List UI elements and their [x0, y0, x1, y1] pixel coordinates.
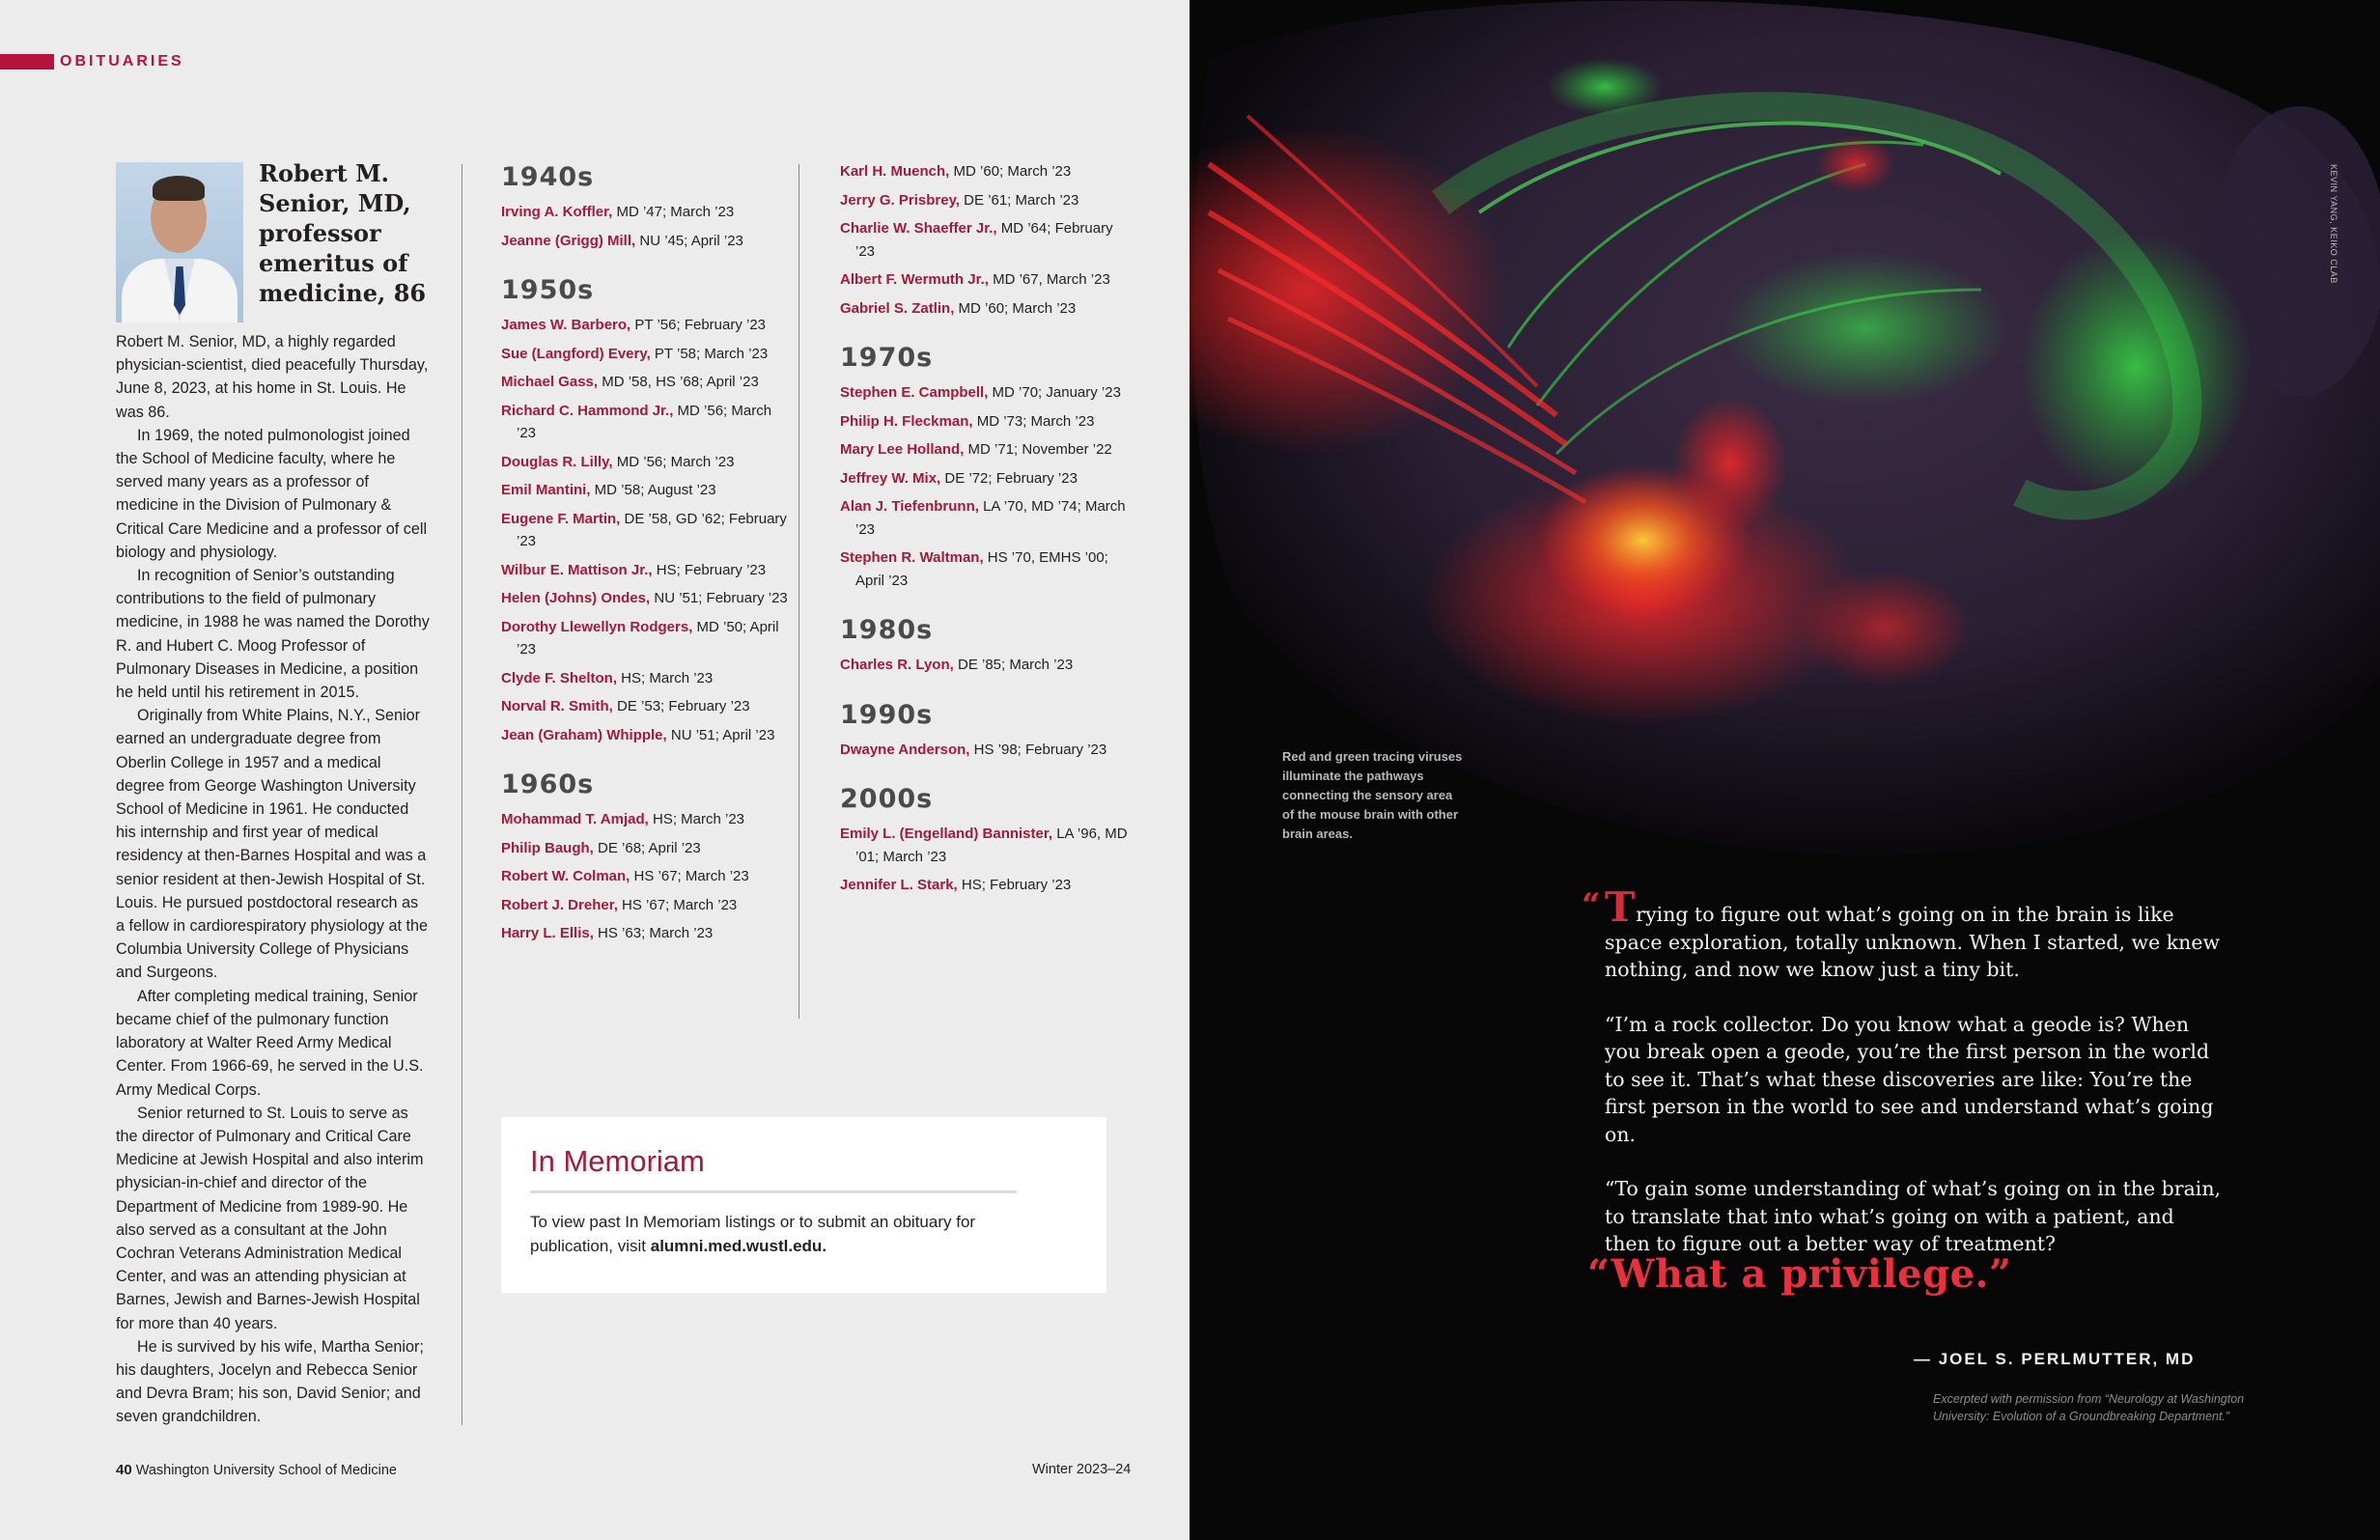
- death-notice-entry: [840, 495, 1130, 541]
- deceased-name: Sue (Langford) Every,: [501, 345, 651, 362]
- deceased-name: Karl H. Muench,: [840, 163, 950, 180]
- deceased-name: Jeffrey W. Mix,: [840, 469, 941, 487]
- death-notice-entry: [501, 230, 791, 253]
- deceased-detail: MD ’56; March ’23: [612, 453, 735, 470]
- deceased-detail: DE ’68; April ’23: [593, 839, 701, 856]
- in-memoriam-body: To view past In Memoriam listings or to submit an obituary for publication, visit: [530, 1213, 976, 1255]
- deceased-detail: DE ’85; March ’23: [953, 657, 1074, 673]
- deceased-name: Clyde F. Shelton,: [501, 669, 618, 686]
- deceased-name: Philip Baugh,: [501, 839, 594, 856]
- deceased-detail: DE ’61; March ’23: [959, 191, 1079, 209]
- obituary-paragraph: Senior returned to St. Louis to serve as the director of Pulmonary and Critical Care Medicine at Jewish Hospital and also interim physician-in-chief and director of the Department of Medicine from 1989-90. He also served as a consultant at the John Cochran Veterans Administration Medical Center, and was an attending physician at Barnes, Jewish and Barnes-Jewish Hospital for more than 40 years.: [116, 1104, 424, 1332]
- decade-heading: 1980s: [840, 615, 934, 645]
- deceased-name: Eugene F. Martin,: [501, 510, 621, 527]
- death-notice-entry: [840, 297, 1130, 321]
- decade-block: [840, 160, 1130, 320]
- deceased-detail: MD ’60; March ’23: [949, 163, 1072, 180]
- death-notice-entry: [501, 808, 791, 831]
- death-notice-entry: [501, 559, 791, 582]
- death-notice-entry: [840, 467, 1130, 490]
- death-notice-entry: [840, 654, 1130, 677]
- decade-block: [840, 341, 1130, 592]
- deceased-name: Douglas R. Lilly,: [501, 453, 613, 470]
- deceased-detail: HS ’70, EMHS ’00; April ’23: [855, 549, 1108, 589]
- decade-heading: 1940s: [501, 162, 595, 192]
- death-notice-entry: [840, 823, 1130, 868]
- quote-paragraph-1: [1605, 883, 2223, 984]
- deceased-name: Gabriel S. Zatlin,: [840, 299, 955, 317]
- in-memoriam-box: [501, 1117, 1106, 1293]
- obituary-paragraph: After completing medical training, Senior became chief of the pulmonary function laboratory at Walter Reed Army Medical Center. From 1966-69, he served in the U.S. Army Medical Corps.: [116, 987, 424, 1099]
- deceased-name: Norval R. Smith,: [501, 698, 613, 714]
- photo-credit: KEVIN YANG, KEIKO CLAB: [2329, 164, 2338, 284]
- deceased-name: Mohammad T. Amjad,: [501, 811, 649, 827]
- deceased-detail: MD ’58; August ’23: [590, 482, 716, 498]
- death-notice-entry: [501, 314, 791, 337]
- decade-heading: 1950s: [501, 275, 595, 305]
- deceased-name: Robert W. Colman,: [501, 868, 630, 884]
- death-notice-entry: [501, 479, 791, 502]
- deceased-name: Emil Mantini,: [501, 482, 591, 498]
- death-notice-entry: [840, 268, 1130, 292]
- quote-paragraph-2: “I’m a rock collector. Do you know what a geode is? When you break open a geode, you’re the first person in the world to see it. That’s what these discoveries are like: You’re the first person in the world to see and understand what’s going on.: [1605, 1012, 2214, 1146]
- right-page: [1190, 0, 2380, 1540]
- deceased-name: Charles R. Lyon,: [840, 657, 954, 673]
- deceased-detail: DE ’58, GD ’62; February ’23: [517, 510, 787, 549]
- death-notices-column-2: [840, 160, 1130, 903]
- deceased-detail: LA ’70, MD ’74; March ’23: [855, 498, 1126, 538]
- image-caption: Red and green tracing viruses illuminate the pathways connecting the sensory area of the mouse brain with other brain areas.: [1282, 749, 1463, 841]
- deceased-name: Mary Lee Holland,: [840, 441, 965, 458]
- deceased-name: Stephen E. Campbell,: [840, 384, 989, 401]
- obituary-paragraph: In recognition of Senior’s outstanding contributions to the field of pulmonary medicine, in 1988 he was named the Dorothy R. and Hubert C. Moog Professor of Pulmonary Diseases in Medicine, a position he held until his retirement in 2015.: [116, 567, 430, 702]
- obituary-paragraph: Originally from White Plains, N.Y., Senior earned an undergraduate degree from Oberlin College in 1957 and a medical degree from George Washington University School of Medicine in 1961. He conducted his internship and first year of medical residency at then-Barnes Hospital and was a senior resident at then-Jewish Hospital of St. Louis. He pursued postdoctoral research as a fellow in cardiorespiratory physiology at the Columbia University College of Physicians and Surgeons.: [116, 707, 429, 982]
- death-notice-entry: [501, 508, 791, 553]
- deceased-detail: HS ’98; February ’23: [969, 741, 1107, 758]
- deceased-detail: DE ’72; February ’23: [940, 469, 1078, 487]
- quote-highlight: “What a privilege.”: [1587, 1251, 2012, 1297]
- pull-quote: [1582, 883, 2223, 1285]
- excerpt-note: Excerpted with permission from “Neurology at Washington University: Evolution of a Groundbreaking Department.”: [1933, 1392, 2245, 1423]
- deceased-name: James W. Barbero,: [501, 317, 631, 333]
- death-notice-entry: [840, 874, 1130, 897]
- deceased-detail: MD ’64; February ’23: [855, 220, 1113, 260]
- deceased-detail: HS ’63; March ’23: [593, 925, 714, 941]
- deceased-name: Jeanne (Grigg) Mill,: [501, 232, 636, 249]
- obituary-paragraph: In 1969, the noted pulmonologist joined the School of Medicine faculty, where he served many years as a professor of medicine in the Division of Pulmonary & Critical Care Medicine and a professor of cell biology and physiology.: [116, 426, 428, 561]
- death-notice-entry: [501, 667, 791, 690]
- death-notice-entry: [840, 438, 1130, 462]
- deceased-name: Helen (Johns) Ondes,: [501, 590, 651, 606]
- in-memoriam-rule: [530, 1190, 1017, 1193]
- death-notice-entry: [501, 201, 791, 224]
- death-notice-entry: [501, 587, 791, 610]
- death-notice-entry: [501, 371, 791, 394]
- decade-block: [840, 613, 1130, 677]
- death-notice-entry: [501, 837, 791, 860]
- decade-heading: 1970s: [840, 343, 934, 373]
- quote-attribution: — JOEL S. PERLMUTTER, MD: [1914, 1350, 2196, 1368]
- deceased-detail: MD ’47; March ’23: [612, 204, 735, 220]
- deceased-detail: PT ’58; March ’23: [650, 345, 769, 362]
- death-notice-entry: [501, 922, 791, 945]
- deceased-detail: MD ’71; November ’22: [964, 441, 1112, 458]
- deceased-name: Jerry G. Prisbrey,: [840, 191, 960, 209]
- quote-paragraph-3: “To gain some understanding of what’s going on in the brain, to translate that into what’s going on with a patient, and then to figure out a better way of treatment?: [1605, 1177, 2222, 1255]
- deceased-name: Dwayne Anderson,: [840, 741, 970, 758]
- deceased-detail: NU ’51; April ’23: [666, 726, 775, 743]
- death-notice-entry: [840, 739, 1130, 762]
- deceased-detail: MD ’73; March ’23: [972, 412, 1095, 430]
- open-quote-mark: “: [1582, 886, 1601, 925]
- deceased-name: Robert J. Dreher,: [501, 896, 618, 913]
- death-notice-entry: [501, 343, 791, 366]
- deceased-detail: PT ’56; February ’23: [630, 317, 767, 333]
- section-label: OBITUARIES: [60, 53, 184, 70]
- deceased-detail: MD ’56; March ’23: [517, 402, 772, 441]
- death-notice-entry: [840, 410, 1130, 434]
- deceased-name: Wilbur E. Mattison Jr.,: [501, 561, 653, 578]
- deceased-name: Charlie W. Shaeffer Jr.,: [840, 220, 997, 237]
- death-notices-column-1: [501, 160, 791, 951]
- deceased-detail: MD ’60; March ’23: [954, 299, 1077, 317]
- issue-date: Winter 2023–24: [1032, 1462, 1132, 1477]
- deceased-detail: HS; February ’23: [652, 561, 767, 578]
- deceased-detail: HS; March ’23: [648, 811, 745, 827]
- deceased-name: Stephen R. Waltman,: [840, 549, 984, 566]
- column-divider: [798, 164, 799, 1019]
- deceased-detail: MD ’58, HS ’68; April ’23: [598, 374, 759, 390]
- deceased-detail: MD ’50; April ’23: [517, 618, 779, 658]
- death-notice-entry: [501, 695, 791, 718]
- in-memoriam-text: [530, 1210, 1032, 1258]
- deceased-name: Harry L. Ellis,: [501, 925, 594, 941]
- deceased-name: Albert F. Wermuth Jr.,: [840, 271, 989, 288]
- death-notice-entry: [840, 546, 1130, 592]
- deceased-detail: HS; March ’23: [617, 669, 714, 686]
- decade-block: [840, 782, 1130, 897]
- deceased-name: Jennifer L. Stark,: [840, 877, 958, 893]
- deceased-name: Philip H. Fleckman,: [840, 412, 973, 430]
- portrait-photo: [116, 162, 243, 322]
- death-notice-entry: [840, 217, 1130, 263]
- section-accent-bar: [0, 54, 54, 70]
- deceased-name: Alan J. Tiefenbrunn,: [840, 498, 979, 515]
- decade-block: [501, 160, 791, 252]
- death-notice-entry: [840, 189, 1130, 212]
- deceased-name: Dorothy Llewellyn Rodgers,: [501, 618, 693, 635]
- deceased-detail: HS; February ’23: [957, 877, 1072, 893]
- death-notice-entry: [501, 400, 791, 445]
- death-notice-entry: [501, 865, 791, 888]
- obituary-paragraph: Robert M. Senior, MD, a highly regarded physician-scientist, died peacefully Thursday, June 8, 2023, at his home in St. Louis. He was 86.: [116, 333, 429, 421]
- page-folio: [116, 1462, 397, 1478]
- page-number: 40: [116, 1462, 132, 1478]
- quote-dropcap: T: [1605, 883, 1636, 931]
- in-memoriam-title: In Memoriam: [530, 1144, 705, 1178]
- deceased-detail: MD ’67, March ’23: [988, 271, 1110, 288]
- death-notice-entry: [501, 894, 791, 917]
- death-notice-entry: [501, 724, 791, 747]
- deceased-name: Irving A. Koffler,: [501, 204, 613, 220]
- alumni-link[interactable]: alumni.med.wustl.edu.: [650, 1237, 827, 1255]
- deceased-detail: HS ’67; March ’23: [617, 896, 738, 913]
- decade-block: [840, 698, 1130, 762]
- death-notice-entry: [501, 451, 791, 474]
- deceased-detail: NU ’45; April ’23: [635, 232, 743, 249]
- deceased-name: Emily L. (Engelland) Bannister,: [840, 826, 1053, 842]
- deceased-detail: MD ’70; January ’23: [988, 384, 1121, 401]
- deceased-name: Michael Gass,: [501, 374, 599, 390]
- deceased-detail: HS ’67; March ’23: [630, 868, 749, 884]
- decade-heading: 1990s: [840, 699, 934, 730]
- decade-block: [501, 768, 791, 945]
- death-notice-entry: [840, 381, 1130, 405]
- obituary-body: [116, 330, 430, 1429]
- deceased-name: Jean (Graham) Whipple,: [501, 726, 667, 743]
- death-notice-entry: [501, 616, 791, 661]
- death-notice-entry: [840, 160, 1130, 183]
- decade-heading: 2000s: [840, 784, 934, 814]
- obituary-heading: Robert M. Senior, MD, professor emeritus of medicine, 86: [259, 159, 427, 307]
- decade-heading: 1960s: [501, 770, 595, 799]
- deceased-detail: LA ’96, MD ’01; March ’23: [855, 826, 1128, 865]
- decade-block: [501, 273, 791, 746]
- deceased-name: Richard C. Hammond Jr.,: [501, 402, 674, 419]
- publication-name: Washington University School of Medicine: [135, 1463, 397, 1478]
- deceased-detail: DE ’53; February ’23: [612, 698, 750, 714]
- obituary-paragraph: He is survived by his wife, Martha Senior; his daughters, Jocelyn and Rebecca Senior and Devra Bram; his son, David Senior; and seven grandchildren.: [116, 1337, 424, 1426]
- deceased-detail: NU ’51; February ’23: [650, 590, 788, 606]
- quote-text: rying to figure out what’s going on in the brain is like space exploration, totally unknown. When I started, we knew nothing, and now we know just a tiny bit.: [1605, 903, 2221, 981]
